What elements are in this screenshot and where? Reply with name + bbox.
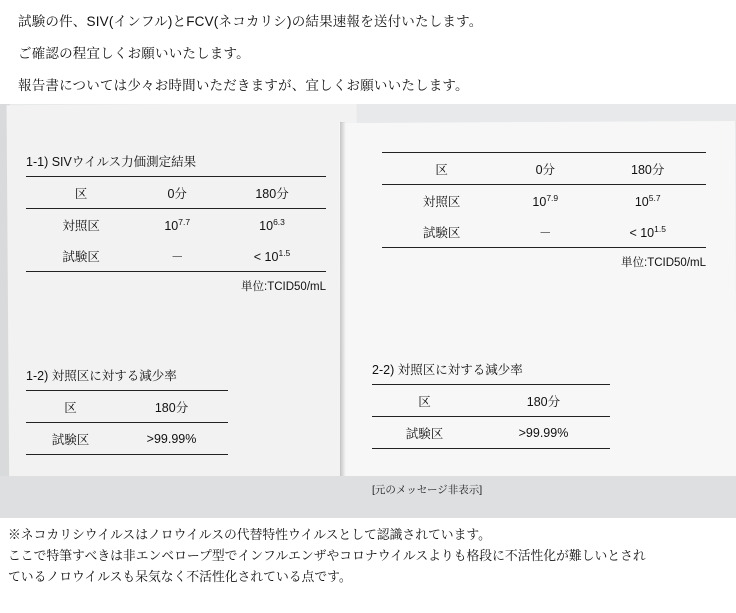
table-1-1-row-0-v0: $10^{7.7}$ (164, 216, 191, 234)
message-line-3: 報告書については少々お時間いただきますが、宜しくお願いいたします。 (18, 78, 469, 93)
table-1-2-header-0: 区 (26, 391, 115, 423)
footer-note (8, 524, 732, 587)
footer-line-3: ているノロウイルスも呆気なく不活性化されている点です。 (8, 569, 352, 584)
table-2-1-row-1-v180: < $10^{1.5}$ (589, 216, 706, 248)
table-1-1-row-1-v180: < $10^{1.5}$ (218, 240, 326, 272)
footer-line-1: ※ネコカリシウイルスはノロウイルスの代替特性ウイルスとして認識されています。 (8, 527, 491, 542)
table-2-2-caption: 2-2) 対照区に対する減少率 (372, 363, 523, 377)
message-line-1: 試験の件、SIV(インフル)とFCV(ネコカリシ)の結果速報を送付いたします。 (18, 14, 483, 29)
table-1-1-unit: 単位:TCID50/mL (241, 281, 326, 293)
table-2-1-row-1-label: 試験区 (382, 216, 501, 248)
table-row (382, 185, 706, 217)
table-1-1 (26, 176, 326, 272)
table-1-1-header-0: 区 (26, 177, 136, 209)
table-2-1-row-0-label: 対照区 (422, 195, 461, 209)
table-2-1-unit: 単位:TCID50/mL (621, 257, 706, 269)
table-2-2 (372, 384, 610, 449)
table-1-2-caption: 1-2) 対照区に対する減少率 (26, 369, 177, 383)
table-block-1-2 (26, 366, 228, 455)
table-1-2-header-1: 180分 (115, 391, 228, 423)
table-1-2-row-0-value: >99.99% (115, 423, 228, 455)
table-2-2-row-0-value: >99.99% (477, 417, 610, 449)
paper-overlap-shadow (340, 122, 346, 518)
table-1-2 (26, 390, 228, 455)
table-2-1-header-0: 区 (382, 153, 501, 185)
table-2-1-header-1: 0分 (501, 153, 589, 185)
table-1-1-header-2: 180分 (218, 177, 326, 209)
table-2-1-row-0-v180: $10^{5.7}$ (634, 192, 661, 210)
table-block-2-2 (372, 360, 610, 449)
table-2-1-row-0-v0: $10^{7.9}$ (532, 192, 559, 210)
table-block-2-1 (382, 152, 706, 270)
table-2-2-header-1: 180分 (477, 385, 610, 417)
table-block-1-1 (26, 152, 326, 294)
message-line-2: ご確認の程宜しくお願いいたします。 (18, 46, 250, 61)
table-2-1-row-1-v0: － (501, 216, 589, 248)
table-1-1-caption: 1-1) SIVウイルス力価測定結果 (26, 155, 197, 169)
table-2-2-header-0: 区 (372, 385, 477, 417)
table-row (26, 177, 326, 209)
table-1-1-header-1: 0分 (136, 177, 218, 209)
scanned-photo (0, 104, 736, 518)
footer-line-2: ここで特筆すべきは非エンベロープ型でインフルエンザやコロナウイルスよりも格段に不活性化が難しいとされ (8, 548, 646, 563)
table-row (26, 391, 228, 423)
table-row (26, 209, 326, 241)
table-2-2-row-0-label: 試験区 (372, 417, 477, 449)
table-2-1-header-2: 180分 (589, 153, 706, 185)
table-row (382, 216, 706, 248)
table-1-2-row-0-label: 試験区 (26, 423, 115, 455)
table-1-1-row-1-v0: － (136, 240, 218, 272)
table-2-1 (382, 152, 706, 248)
table-1-1-row-0-label: 対照区 (62, 219, 100, 233)
table-row (26, 240, 326, 272)
table-row (382, 153, 706, 185)
table-row (26, 423, 228, 455)
table-1-1-row-1-label: 試験区 (26, 240, 136, 272)
quoted-message-note[interactable]: [元のメッセージ非表示] (372, 484, 483, 496)
table-1-1-row-0-v180: $10^{6.3}$ (259, 216, 285, 234)
photo-bottom-edge (0, 476, 736, 518)
table-row (372, 385, 610, 417)
table-row (372, 417, 610, 449)
